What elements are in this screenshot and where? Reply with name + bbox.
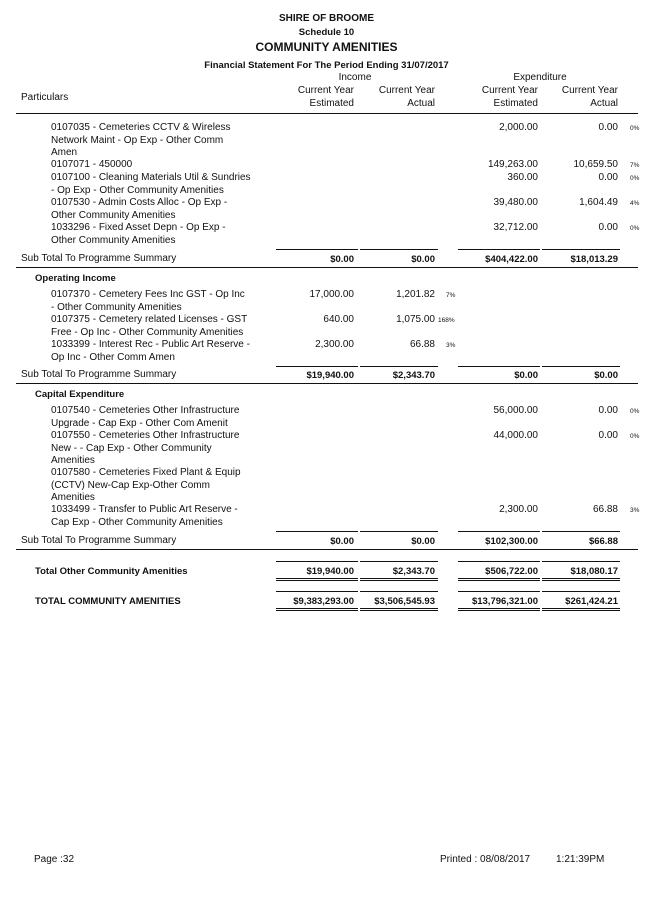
rule [16, 549, 638, 550]
inc-act-header-1: Current Year [378, 85, 435, 96]
opex-row-0-desc: 0107035 - Cemeteries CCTV & Wireless Network Maint - Op Exp - Other Comm Amen [51, 122, 231, 158]
total-other-inc-act: $2,343.70 [392, 566, 435, 577]
header-rule [16, 113, 638, 114]
opinc-row-0-inc-est: 17,000.00 [309, 289, 354, 300]
subtotal-1-exp-est: $404,422.00 [485, 254, 538, 265]
opex-row-0-exp-est: 2,000.00 [499, 122, 538, 133]
opinc-row-1-desc: 0107375 - Cemetery related Licenses - GST Free - Op Inc - Other Community Amenities [51, 314, 248, 338]
total-other-exp-est: $506,722.00 [485, 566, 538, 577]
capex-row-0-exp-act: 0.00 [598, 405, 618, 416]
subtotal-2-inc-est: $19,940.00 [306, 370, 354, 381]
printed-date: Printed : 08/08/2017 [440, 854, 531, 865]
exp-act-header-2: Actual [590, 98, 618, 109]
total-all-label: TOTAL COMMUNITY AMENITIES [35, 596, 181, 607]
expenditure-group-header: Expenditure [513, 72, 567, 83]
subtotal-1-exp-act: $18,013.29 [570, 254, 618, 265]
opex-row-0-exp-act: 0.00 [598, 122, 618, 133]
subtotal-1-inc-act: $0.00 [411, 254, 435, 265]
org-name: SHIRE OF BROOME [278, 13, 374, 24]
opinc-row-1-inc-act: 1,075.00 [396, 314, 435, 325]
total-all-exp-est: $13,796,321.00 [471, 596, 538, 607]
printed-time: 1:21:39PM [556, 854, 605, 865]
opex-row-3-exp-est: 39,480.00 [493, 197, 538, 208]
opinc-row-0-inc-pct: 7% [446, 292, 456, 299]
opinc-row-2-desc: 1033399 - Interest Rec - Public Art Reserve - Op Inc - Other Comm Amen [51, 339, 250, 363]
capex-row-0-exp-est: 56,000.00 [493, 405, 538, 416]
rule [458, 561, 540, 562]
rule [360, 561, 438, 562]
double-rule [276, 608, 358, 611]
double-rule [276, 578, 358, 581]
operating-income-heading: Operating Income [35, 273, 116, 284]
inc-est-header-1: Current Year [297, 85, 354, 96]
rule [276, 249, 358, 250]
opex-row-2-desc: 0107100 - Cleaning Materials Util & Sundries - Op Exp - Other Community Amenities [51, 172, 251, 196]
capex-row-3-exp-est: 2,300.00 [499, 504, 538, 515]
rule [458, 531, 540, 532]
exp-est-header-1: Current Year [481, 85, 538, 96]
opex-row-4-desc: 1033296 - Fixed Asset Depn - Op Exp - Other Community Amenities [51, 222, 226, 246]
double-rule [542, 578, 620, 581]
rule [276, 561, 358, 562]
rule [542, 249, 620, 250]
rule [16, 267, 638, 268]
subtotal-3-inc-est: $0.00 [330, 536, 354, 547]
opex-row-3-desc: 0107530 - Admin Costs Alloc - Op Exp - Other Community Amenities [51, 197, 228, 221]
opex-row-2-exp-act: 0.00 [598, 172, 618, 183]
page-title: COMMUNITY AMENITIES [255, 40, 398, 54]
total-other-exp-act: $18,080.17 [570, 566, 618, 577]
particulars-header: Particulars [21, 92, 69, 103]
opex-row-4-exp-pct: 0% [630, 225, 640, 232]
subtotal-2-exp-est: $0.00 [514, 370, 538, 381]
rule [276, 591, 358, 592]
double-rule [458, 608, 540, 611]
subtotal-3-exp-est: $102,300.00 [485, 536, 538, 547]
double-rule [458, 578, 540, 581]
subtotal-2-label: Sub Total To Programme Summary [21, 369, 177, 380]
opex-row-1-exp-act: 10,659.50 [573, 159, 618, 170]
capex-row-1-desc: 0107550 - Cemeteries Other Infrastructure New - - Cap Exp - Other Community Amenities [51, 430, 240, 466]
total-other-label: Total Other Community Amenities [35, 566, 188, 577]
page-subtitle: Financial Statement For The Period Ending 31/07/2017 [204, 60, 449, 71]
rule [542, 531, 620, 532]
subtotal-2-exp-act: $0.00 [594, 370, 618, 381]
subtotal-3-inc-act: $0.00 [411, 536, 435, 547]
rule [458, 249, 540, 250]
rule [276, 366, 358, 367]
schedule-label: Schedule 10 [298, 27, 355, 38]
total-all-inc-act: $3,506,545.93 [374, 596, 435, 607]
opex-row-4-exp-act: 0.00 [598, 222, 618, 233]
opex-row-3-exp-pct: 4% [630, 200, 640, 207]
opex-row-1-exp-pct: 7% [630, 162, 640, 169]
subtotal-3-exp-act: $66.88 [588, 536, 618, 547]
total-all-inc-est: $9,383,293.00 [293, 596, 354, 607]
rule [458, 591, 540, 592]
rule [276, 531, 358, 532]
exp-est-header-2: Estimated [493, 98, 538, 109]
double-rule [542, 608, 620, 611]
subtotal-2-inc-act: $2,343.70 [392, 370, 435, 381]
subtotal-1-inc-est: $0.00 [330, 254, 354, 265]
income-group-header: Income [338, 72, 372, 83]
opex-row-3-exp-act: 1,604.49 [579, 197, 618, 208]
opinc-row-0-desc: 0107370 - Cemetery Fees Inc GST - Op Inc - Other Community Amenities [51, 289, 245, 313]
capex-row-1-exp-pct: 0% [630, 433, 640, 440]
inc-act-header-2: Actual [407, 98, 435, 109]
capex-row-2-desc: 0107580 - Cemeteries Fixed Plant & Equip (CCTV) New-Cap Exp-Other Comm Amenities [51, 467, 241, 503]
capex-row-0-exp-pct: 0% [630, 408, 640, 415]
total-other-inc-est: $19,940.00 [306, 566, 354, 577]
double-rule [360, 578, 438, 581]
capex-row-1-exp-act: 0.00 [598, 430, 618, 441]
rule [360, 249, 438, 250]
capex-row-1-exp-est: 44,000.00 [493, 430, 538, 441]
opex-row-2-exp-pct: 0% [630, 175, 640, 182]
opinc-row-1-inc-pct: 168% [438, 317, 455, 324]
exp-act-header-1: Current Year [561, 85, 618, 96]
capex-row-3-exp-pct: 3% [630, 507, 640, 514]
capex-row-3-exp-act: 66.88 [592, 504, 618, 515]
rule [360, 366, 438, 367]
capital-expenditure-heading: Capital Expenditure [35, 389, 125, 400]
opinc-row-2-inc-est: 2,300.00 [315, 339, 354, 350]
opex-row-1-exp-est: 149,263.00 [487, 159, 538, 170]
rule [542, 366, 620, 367]
rule [16, 383, 638, 384]
total-all-exp-act: $261,424.21 [565, 596, 618, 607]
double-rule [360, 608, 438, 611]
rule [360, 591, 438, 592]
opex-row-4-exp-est: 32,712.00 [493, 222, 538, 233]
opinc-row-0-inc-act: 1,201.82 [396, 289, 435, 300]
inc-est-header-2: Estimated [309, 98, 354, 109]
rule [542, 561, 620, 562]
opinc-row-1-inc-est: 640.00 [323, 314, 354, 325]
opex-row-1-desc: 0107071 - 450000 [51, 159, 133, 170]
capex-row-3-desc: 1033499 - Transfer to Public Art Reserve - Cap Exp - Other Community Amenities [51, 504, 238, 528]
rule [360, 531, 438, 532]
rule [542, 591, 620, 592]
subtotal-1-label: Sub Total To Programme Summary [21, 253, 177, 264]
opex-row-2-exp-est: 360.00 [507, 172, 538, 183]
rule [458, 366, 540, 367]
capex-row-0-desc: 0107540 - Cemeteries Other Infrastructure Upgrade - Cap Exp - Other Com Amenit [51, 405, 240, 429]
opex-row-0-exp-pct: 0% [630, 125, 640, 132]
opinc-row-2-inc-act: 66.88 [409, 339, 435, 350]
subtotal-3-label: Sub Total To Programme Summary [21, 535, 177, 546]
page-number: Page :32 [34, 854, 75, 865]
opinc-row-2-inc-pct: 3% [446, 342, 456, 349]
